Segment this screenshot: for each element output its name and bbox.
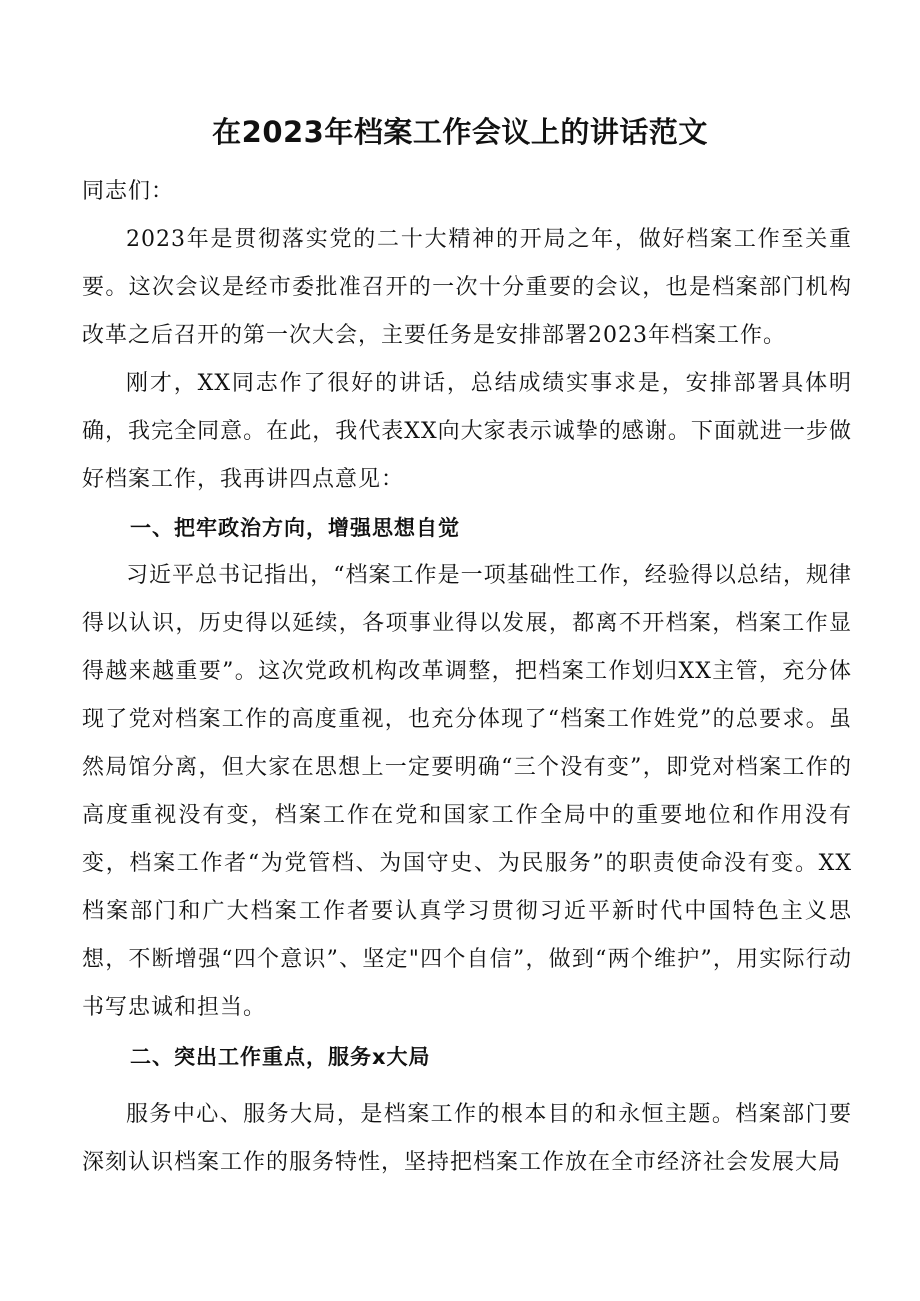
salutation: 同志们： <box>82 179 175 204</box>
section-heading-1: 一、把牢政治方向，增强思想自觉 <box>130 516 460 540</box>
paragraph-section-2: 服务中心、服务大局，是档案工作的根本目的和永恒主题。档案部门要深刻认识档案工作的服务特性，坚持把档案工作放在全市经济社会发展大局 <box>82 1102 852 1175</box>
paragraph-remarks: 刚才，XX同志作了很好的讲话，总结成绩实事求是，安排部署具体明确，我完全同意。在此，我代表XX向大家表示诚挚的感谢。下面就进一步做好档案工作，我再讲四点意见： <box>82 371 852 492</box>
document-title: 在2023年档案工作会议上的讲话范文 <box>212 115 708 149</box>
paragraph-opening: 2023年是贯彻落实党的二十大精神的开局之年，做好档案工作至关重要。这次会议是经市委批准召开的一次十分重要的会议，也是档案部门机构改革之后召开的第一次大会，主要任务是安排部署2023年档案工作。 <box>82 227 852 348</box>
section-heading-2: 二、突出工作重点，服务x大局 <box>130 1045 431 1069</box>
paragraph-section-1: 习近平总书记指出，“档案工作是一项基础性工作，经验得以总结，规律得以认识，历史得以延续，各项事业得以发展，都离不开档案，档案工作显得越来越重要”。这次党政机构改革调整，把档案工作划归XX主管，充分体现了党对档案工作的高度重视，也充分体现了“档案工作姓党”的总要求。虽然局馆分离，但大家在思想上一定要明确“三个没有变”，即党对档案工作的高度重视没有变，档案工作在党和国家工作全局中的重要地位和作用没有变，档案工作者“为党管档、为国守史、为民服务”的职责使命没有变。XX档案部门和广大档案工作者要认真学习贯彻习近平新时代中国特色主义思想，不断增强“四个意识”、坚定"四个自信”，做到“两个维护”，用实际行动书写忠诚和担当。 <box>82 563 852 1020</box>
